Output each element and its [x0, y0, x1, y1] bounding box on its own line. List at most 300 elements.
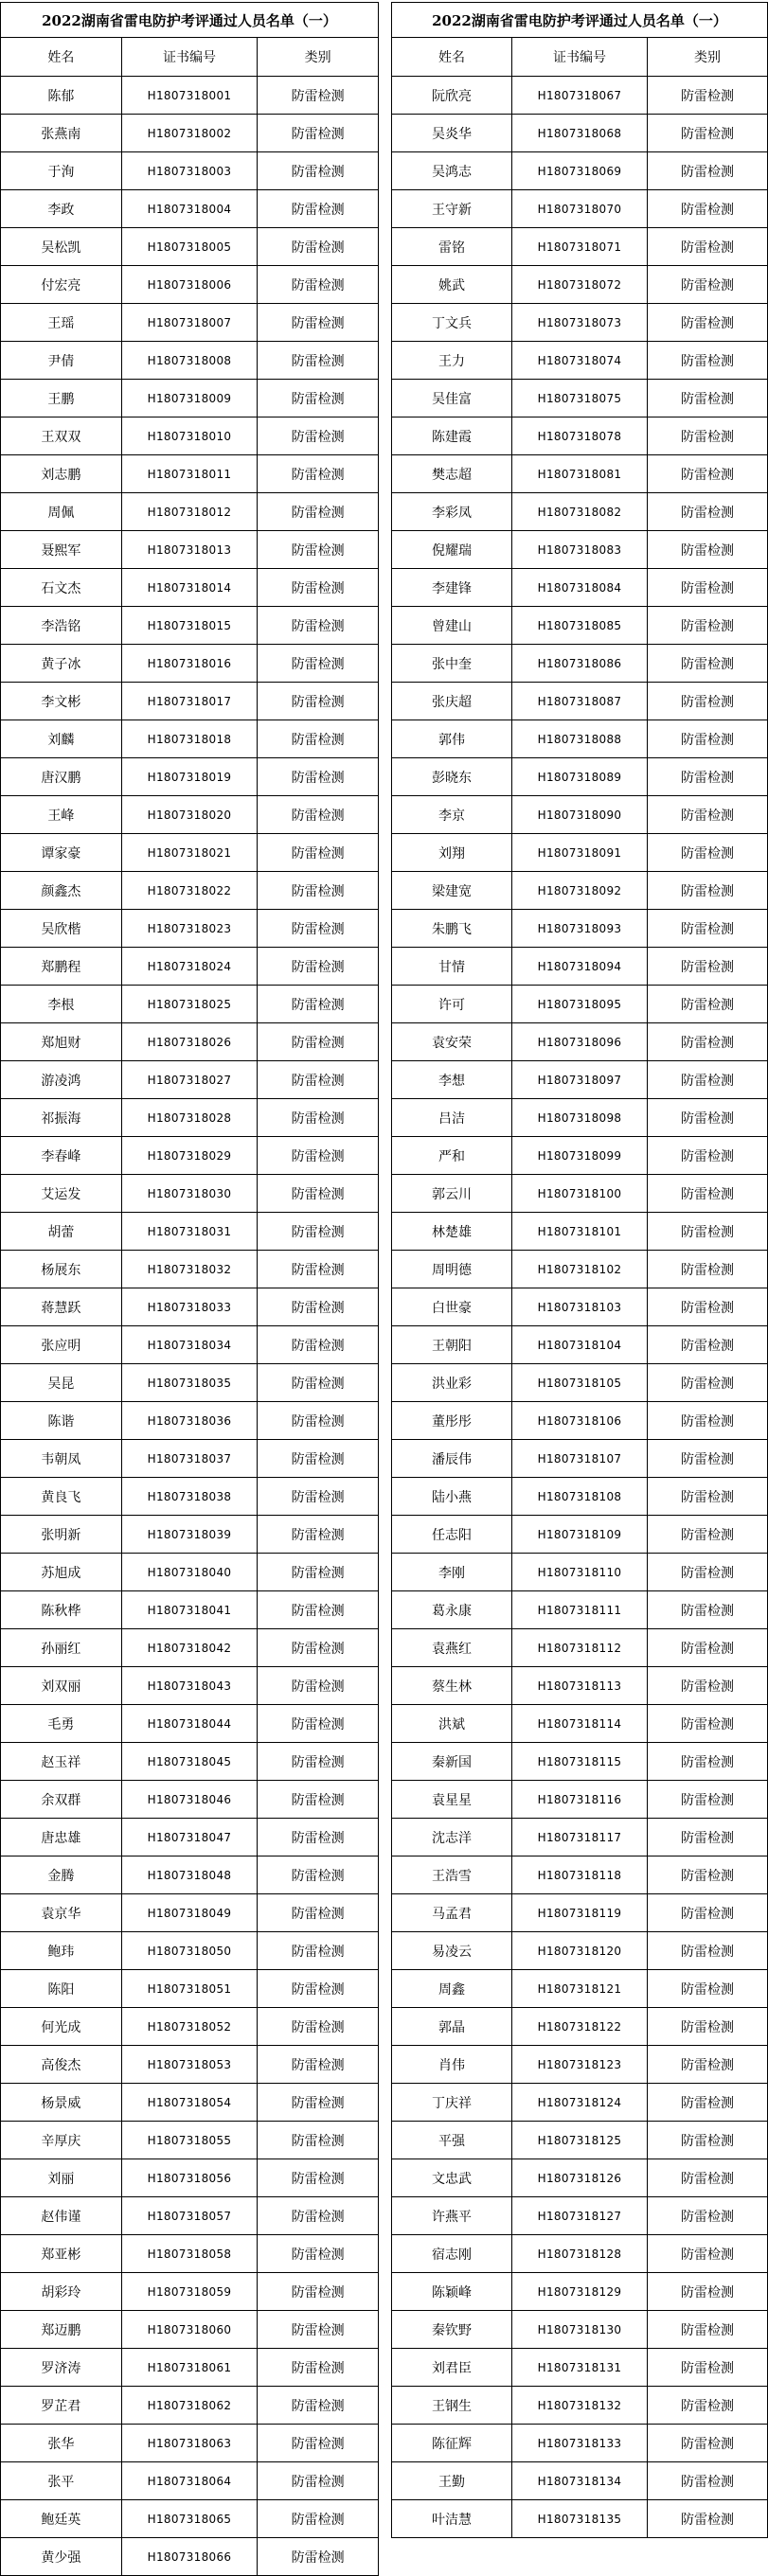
- person-name-cell: 陈建霞: [392, 417, 512, 455]
- person-name-cell: 吴松凯: [1, 228, 122, 266]
- table-row: [392, 720, 768, 758]
- certificate-number-cell: H1807318063: [121, 2425, 258, 2462]
- certificate-number-cell: H1807318061: [121, 2349, 258, 2387]
- table-row: [1, 228, 379, 266]
- category-cell: 防雷检测: [258, 493, 379, 531]
- table-row: [392, 645, 768, 683]
- person-name-cell: 董彤彤: [392, 1402, 512, 1440]
- certificate-number-cell: H1807318032: [121, 1251, 258, 1288]
- certificate-number-cell: H1807318121: [512, 1970, 648, 2008]
- category-cell: 防雷检测: [258, 1364, 379, 1402]
- table-row: [1, 2197, 379, 2235]
- certificate-number-cell: H1807318096: [512, 1023, 648, 1061]
- category-cell: 防雷检测: [258, 2235, 379, 2273]
- category-cell: 防雷检测: [258, 2538, 379, 2576]
- person-name-cell: 周佩: [1, 493, 122, 531]
- person-name-cell: 朱鹏飞: [392, 910, 512, 948]
- category-cell: 防雷检测: [258, 1932, 379, 1970]
- category-cell: 防雷检测: [258, 1743, 379, 1781]
- table-row: [1, 2273, 379, 2311]
- person-name-cell: 梁建宽: [392, 872, 512, 910]
- certificate-number-cell: H1807318127: [512, 2197, 648, 2235]
- person-name-cell: 鲍玮: [1, 1932, 122, 1970]
- person-name-cell: 杨展东: [1, 1251, 122, 1288]
- category-cell: 防雷检测: [647, 1970, 767, 2008]
- certificate-number-cell: H1807318090: [512, 796, 648, 834]
- person-name-cell: 韦朝凤: [1, 1440, 122, 1478]
- table-row: [1, 2387, 379, 2425]
- category-cell: 防雷检测: [258, 1402, 379, 1440]
- table-row: [392, 2349, 768, 2387]
- person-name-cell: 赵伟谨: [1, 2197, 122, 2235]
- person-name-cell: 唐汉鹏: [1, 758, 122, 796]
- certificate-number-cell: H1807318105: [512, 1364, 648, 1402]
- person-name-cell: 严和: [392, 1137, 512, 1175]
- category-cell: 防雷检测: [258, 2462, 379, 2500]
- certificate-number-cell: H1807318003: [121, 152, 258, 190]
- category-cell: 防雷检测: [647, 1213, 767, 1251]
- certificate-number-cell: H1807318083: [512, 531, 648, 569]
- right-table-title: 2022湖南省雷电防护考评通过人员名单（一）: [392, 3, 768, 38]
- certificate-number-cell: H1807318037: [121, 1440, 258, 1478]
- table-row: [1, 304, 379, 342]
- left-header-name: 姓名: [1, 38, 122, 77]
- table-row: [1, 1970, 379, 2008]
- person-name-cell: 鲍廷英: [1, 2500, 122, 2538]
- person-name-cell: 罗芷君: [1, 2387, 122, 2425]
- left-table-title: 2022湖南省雷电防护考评通过人员名单（一）: [1, 3, 379, 38]
- category-cell: 防雷检测: [258, 380, 379, 417]
- person-name-cell: 樊志超: [392, 455, 512, 493]
- person-name-cell: 袁安荣: [392, 1023, 512, 1061]
- table-row: [1, 1364, 379, 1402]
- category-cell: 防雷检测: [647, 1326, 767, 1364]
- certificate-number-cell: H1807318092: [512, 872, 648, 910]
- person-name-cell: 何光成: [1, 2008, 122, 2046]
- table-row: [1, 2311, 379, 2349]
- category-cell: 防雷检测: [258, 720, 379, 758]
- category-cell: 防雷检测: [258, 834, 379, 872]
- certificate-number-cell: H1807318048: [121, 1856, 258, 1894]
- person-name-cell: 李浩铭: [1, 607, 122, 645]
- certificate-number-cell: H1807318058: [121, 2235, 258, 2273]
- table-row: [392, 872, 768, 910]
- table-row: [392, 1781, 768, 1819]
- person-name-cell: 周鑫: [392, 1970, 512, 2008]
- person-name-cell: 辛厚庆: [1, 2122, 122, 2159]
- person-name-cell: 陈郁: [1, 77, 122, 115]
- certificate-number-cell: H1807318082: [512, 493, 648, 531]
- category-cell: 防雷检测: [647, 152, 767, 190]
- person-name-cell: 胡蕾: [1, 1213, 122, 1251]
- table-row: [1, 1554, 379, 1591]
- table-row: [1, 1288, 379, 1326]
- certificate-number-cell: H1807318118: [512, 1856, 648, 1894]
- category-cell: 防雷检测: [258, 152, 379, 190]
- category-cell: 防雷检测: [647, 1591, 767, 1629]
- certificate-number-cell: H1807318004: [121, 190, 258, 228]
- table-row: [1, 1781, 379, 1819]
- certificate-number-cell: H1807318087: [512, 683, 648, 720]
- person-name-cell: 林楚雄: [392, 1213, 512, 1251]
- person-name-cell: 蒋慧跃: [1, 1288, 122, 1326]
- category-cell: 防雷检测: [258, 304, 379, 342]
- person-name-cell: 洪业彩: [392, 1364, 512, 1402]
- person-name-cell: 尹倩: [1, 342, 122, 380]
- table-row: [1, 1856, 379, 1894]
- category-cell: 防雷检测: [647, 1023, 767, 1061]
- table-row: [1, 2349, 379, 2387]
- certificate-number-cell: H1807318108: [512, 1478, 648, 1516]
- person-name-cell: 黄少强: [1, 2538, 122, 2576]
- certificate-number-cell: H1807318130: [512, 2311, 648, 2349]
- table-row: [392, 1591, 768, 1629]
- certificate-number-cell: H1807318014: [121, 569, 258, 607]
- category-cell: 防雷检测: [258, 115, 379, 152]
- category-cell: 防雷检测: [647, 2084, 767, 2122]
- certificate-number-cell: H1807318002: [121, 115, 258, 152]
- certificate-number-cell: H1807318111: [512, 1591, 648, 1629]
- category-cell: 防雷检测: [647, 1402, 767, 1440]
- category-cell: 防雷检测: [647, 1819, 767, 1856]
- certificate-number-cell: H1807318020: [121, 796, 258, 834]
- category-cell: 防雷检测: [258, 228, 379, 266]
- person-name-cell: 刘双丽: [1, 1667, 122, 1705]
- certificate-number-cell: H1807318072: [512, 266, 648, 304]
- person-name-cell: 许燕平: [392, 2197, 512, 2235]
- left-roster-table: [0, 2, 379, 2576]
- person-name-cell: 雷铭: [392, 228, 512, 266]
- certificate-number-cell: H1807318126: [512, 2159, 648, 2197]
- person-name-cell: 张中奎: [392, 645, 512, 683]
- person-name-cell: 陈阳: [1, 1970, 122, 2008]
- category-cell: 防雷检测: [647, 758, 767, 796]
- certificate-number-cell: H1807318099: [512, 1137, 648, 1175]
- person-name-cell: 谭家豪: [1, 834, 122, 872]
- category-cell: 防雷检测: [647, 1856, 767, 1894]
- table-row: [392, 1856, 768, 1894]
- certificate-number-cell: H1807318015: [121, 607, 258, 645]
- category-cell: 防雷检测: [258, 1970, 379, 2008]
- person-name-cell: 李京: [392, 796, 512, 834]
- category-cell: 防雷检测: [258, 1478, 379, 1516]
- certificate-number-cell: H1807318024: [121, 948, 258, 986]
- certificate-number-cell: H1807318123: [512, 2046, 648, 2084]
- table-row: [1, 1819, 379, 1856]
- person-name-cell: 王峰: [1, 796, 122, 834]
- category-cell: 防雷检测: [258, 2122, 379, 2159]
- category-cell: 防雷检测: [647, 2349, 767, 2387]
- certificate-number-cell: H1807318113: [512, 1667, 648, 1705]
- category-cell: 防雷检测: [647, 2500, 767, 2538]
- category-cell: 防雷检测: [647, 1743, 767, 1781]
- person-name-cell: 吴欣楷: [1, 910, 122, 948]
- certificate-number-cell: H1807318057: [121, 2197, 258, 2235]
- category-cell: 防雷检测: [647, 228, 767, 266]
- certificate-number-cell: H1807318022: [121, 872, 258, 910]
- certificate-number-cell: H1807318091: [512, 834, 648, 872]
- table-row: [392, 2197, 768, 2235]
- certificate-number-cell: H1807318114: [512, 1705, 648, 1743]
- table-row: [392, 796, 768, 834]
- table-row: [392, 2387, 768, 2425]
- category-cell: 防雷检测: [258, 2349, 379, 2387]
- certificate-number-cell: H1807318068: [512, 115, 648, 152]
- category-cell: 防雷检测: [258, 986, 379, 1023]
- category-cell: 防雷检测: [647, 2311, 767, 2349]
- certificate-number-cell: H1807318103: [512, 1288, 648, 1326]
- table-row: [1, 948, 379, 986]
- table-row: [392, 417, 768, 455]
- table-row: [1, 720, 379, 758]
- certificate-number-cell: H1807318073: [512, 304, 648, 342]
- category-cell: 防雷检测: [258, 569, 379, 607]
- certificate-number-cell: H1807318134: [512, 2462, 648, 2500]
- person-name-cell: 肖伟: [392, 2046, 512, 2084]
- person-name-cell: 高俊杰: [1, 2046, 122, 2084]
- certificate-number-cell: H1807318023: [121, 910, 258, 948]
- table-row: [1, 1402, 379, 1440]
- table-row: [392, 1402, 768, 1440]
- table-row: [1, 2425, 379, 2462]
- category-cell: 防雷检测: [647, 986, 767, 1023]
- category-cell: 防雷检测: [258, 2197, 379, 2235]
- person-name-cell: 倪耀瑞: [392, 531, 512, 569]
- certificate-number-cell: H1807318070: [512, 190, 648, 228]
- table-row: [1, 77, 379, 115]
- certificate-number-cell: H1807318043: [121, 1667, 258, 1705]
- table-row: [392, 2500, 768, 2538]
- person-name-cell: 毛勇: [1, 1705, 122, 1743]
- category-cell: 防雷检测: [647, 1705, 767, 1743]
- right-header-name: 姓名: [392, 38, 512, 77]
- table-row: [392, 2122, 768, 2159]
- person-name-cell: 杨景威: [1, 2084, 122, 2122]
- category-cell: 防雷检测: [258, 2273, 379, 2311]
- left-table-panel: [0, 2, 379, 2576]
- person-name-cell: 唐忠雄: [1, 1819, 122, 1856]
- table-row: [1, 1061, 379, 1099]
- person-name-cell: 于洵: [1, 152, 122, 190]
- category-cell: 防雷检测: [647, 417, 767, 455]
- certificate-number-cell: H1807318029: [121, 1137, 258, 1175]
- category-cell: 防雷检测: [647, 607, 767, 645]
- category-cell: 防雷检测: [258, 2425, 379, 2462]
- person-name-cell: 郭云川: [392, 1175, 512, 1213]
- certificate-number-cell: H1807318026: [121, 1023, 258, 1061]
- certificate-number-cell: H1807318049: [121, 1894, 258, 1932]
- person-name-cell: 陈征辉: [392, 2425, 512, 2462]
- certificate-number-cell: H1807318097: [512, 1061, 648, 1099]
- certificate-number-cell: H1807318005: [121, 228, 258, 266]
- person-name-cell: 白世豪: [392, 1288, 512, 1326]
- certificate-number-cell: H1807318067: [512, 77, 648, 115]
- category-cell: 防雷检测: [258, 872, 379, 910]
- category-cell: 防雷检测: [647, 1099, 767, 1137]
- category-cell: 防雷检测: [258, 1440, 379, 1478]
- category-cell: 防雷检测: [647, 2008, 767, 2046]
- table-row: [1, 266, 379, 304]
- person-name-cell: 李春峰: [1, 1137, 122, 1175]
- category-cell: 防雷检测: [647, 2425, 767, 2462]
- person-name-cell: 秦新国: [392, 1743, 512, 1781]
- person-name-cell: 丁文兵: [392, 304, 512, 342]
- category-cell: 防雷检测: [647, 1516, 767, 1554]
- person-name-cell: 吴昆: [1, 1364, 122, 1402]
- certificate-number-cell: H1807318011: [121, 455, 258, 493]
- table-row: [1, 1326, 379, 1364]
- category-cell: 防雷检测: [647, 2387, 767, 2425]
- category-cell: 防雷检测: [258, 1251, 379, 1288]
- category-cell: 防雷检测: [647, 190, 767, 228]
- table-row: [1, 683, 379, 720]
- category-cell: 防雷检测: [647, 531, 767, 569]
- person-name-cell: 吴佳富: [392, 380, 512, 417]
- category-cell: 防雷检测: [258, 1137, 379, 1175]
- certificate-number-cell: H1807318088: [512, 720, 648, 758]
- certificate-number-cell: H1807318013: [121, 531, 258, 569]
- table-row: [392, 1137, 768, 1175]
- person-name-cell: 周明德: [392, 1251, 512, 1288]
- certificate-number-cell: H1807318128: [512, 2235, 648, 2273]
- table-row: [1, 1137, 379, 1175]
- certificate-number-cell: H1807318069: [512, 152, 648, 190]
- table-row: [392, 304, 768, 342]
- certificate-number-cell: H1807318018: [121, 720, 258, 758]
- certificate-number-cell: H1807318106: [512, 1402, 648, 1440]
- certificate-number-cell: H1807318078: [512, 417, 648, 455]
- category-cell: 防雷检测: [258, 1061, 379, 1099]
- table-row: [392, 152, 768, 190]
- right-table-panel: [391, 2, 768, 2538]
- category-cell: 防雷检测: [647, 1894, 767, 1932]
- category-cell: 防雷检测: [647, 2462, 767, 2500]
- certificate-number-cell: H1807318008: [121, 342, 258, 380]
- table-row: [1, 986, 379, 1023]
- table-row: [392, 1970, 768, 2008]
- certificate-number-cell: H1807318010: [121, 417, 258, 455]
- table-row: [1, 796, 379, 834]
- certificate-number-cell: H1807318044: [121, 1705, 258, 1743]
- table-row: [392, 1743, 768, 1781]
- table-row: [392, 2425, 768, 2462]
- table-row: [392, 1251, 768, 1288]
- category-cell: 防雷检测: [647, 1629, 767, 1667]
- certificate-number-cell: H1807318045: [121, 1743, 258, 1781]
- person-name-cell: 沈志洋: [392, 1819, 512, 1856]
- category-cell: 防雷检测: [647, 2122, 767, 2159]
- category-cell: 防雷检测: [647, 1667, 767, 1705]
- certificate-number-cell: H1807318131: [512, 2349, 648, 2387]
- table-row: [392, 986, 768, 1023]
- certificate-number-cell: H1807318054: [121, 2084, 258, 2122]
- person-name-cell: 叶洁慧: [392, 2500, 512, 2538]
- person-name-cell: 李文彬: [1, 683, 122, 720]
- table-row: [392, 190, 768, 228]
- person-name-cell: 黄良飞: [1, 1478, 122, 1516]
- category-cell: 防雷检测: [258, 758, 379, 796]
- certificate-number-cell: H1807318086: [512, 645, 648, 683]
- person-name-cell: 郭伟: [392, 720, 512, 758]
- category-cell: 防雷检测: [647, 1364, 767, 1402]
- certificate-number-cell: H1807318075: [512, 380, 648, 417]
- table-row: [392, 683, 768, 720]
- table-row: [1, 1175, 379, 1213]
- certificate-number-cell: H1807318053: [121, 2046, 258, 2084]
- certificate-number-cell: H1807318034: [121, 1326, 258, 1364]
- table-row: [392, 1516, 768, 1554]
- category-cell: 防雷检测: [258, 2008, 379, 2046]
- category-cell: 防雷检测: [258, 342, 379, 380]
- person-name-cell: 吕洁: [392, 1099, 512, 1137]
- table-row: [392, 2235, 768, 2273]
- category-cell: 防雷检测: [647, 1175, 767, 1213]
- table-row: [1, 1099, 379, 1137]
- certificate-number-cell: H1807318117: [512, 1819, 648, 1856]
- certificate-number-cell: H1807318085: [512, 607, 648, 645]
- certificate-number-cell: H1807318047: [121, 1819, 258, 1856]
- person-name-cell: 赵玉祥: [1, 1743, 122, 1781]
- certificate-number-cell: H1807318102: [512, 1251, 648, 1288]
- table-row: [392, 948, 768, 986]
- person-name-cell: 郑亚彬: [1, 2235, 122, 2273]
- table-row: [392, 758, 768, 796]
- table-row: [392, 1932, 768, 1970]
- table-row: [1, 2122, 379, 2159]
- person-name-cell: 马孟君: [392, 1894, 512, 1932]
- person-name-cell: 袁燕红: [392, 1629, 512, 1667]
- category-cell: 防雷检测: [647, 834, 767, 872]
- person-name-cell: 游凌鸿: [1, 1061, 122, 1099]
- category-cell: 防雷检测: [647, 720, 767, 758]
- category-cell: 防雷检测: [258, 1175, 379, 1213]
- table-row: [1, 115, 379, 152]
- certificate-number-cell: H1807318100: [512, 1175, 648, 1213]
- person-name-cell: 彭晓东: [392, 758, 512, 796]
- category-cell: 防雷检测: [258, 910, 379, 948]
- certificate-number-cell: H1807318039: [121, 1516, 258, 1554]
- certificate-number-cell: H1807318052: [121, 2008, 258, 2046]
- table-row: [392, 569, 768, 607]
- table-row: [392, 115, 768, 152]
- person-name-cell: 姚武: [392, 266, 512, 304]
- table-row: [1, 1516, 379, 1554]
- certificate-number-cell: H1807318046: [121, 1781, 258, 1819]
- table-row: [392, 1705, 768, 1743]
- person-name-cell: 易凌云: [392, 1932, 512, 1970]
- category-cell: 防雷检测: [258, 645, 379, 683]
- right-header-category: 类别: [647, 38, 767, 77]
- category-cell: 防雷检测: [258, 1554, 379, 1591]
- person-name-cell: 吴鸿志: [392, 152, 512, 190]
- right-roster-table: [391, 2, 768, 2538]
- certificate-number-cell: H1807318129: [512, 2273, 648, 2311]
- table-row: [392, 2159, 768, 2197]
- certificate-number-cell: H1807318001: [121, 77, 258, 115]
- certificate-number-cell: H1807318133: [512, 2425, 648, 2462]
- table-row: [392, 2462, 768, 2500]
- category-cell: 防雷检测: [258, 2084, 379, 2122]
- person-name-cell: 丁庆祥: [392, 2084, 512, 2122]
- category-cell: 防雷检测: [647, 266, 767, 304]
- certificate-number-cell: H1807318060: [121, 2311, 258, 2349]
- table-row: [1, 1478, 379, 1516]
- table-row: [392, 2084, 768, 2122]
- certificate-number-cell: H1807318064: [121, 2462, 258, 2500]
- certificate-number-cell: H1807318135: [512, 2500, 648, 2538]
- category-cell: 防雷检测: [258, 796, 379, 834]
- certificate-number-cell: H1807318012: [121, 493, 258, 531]
